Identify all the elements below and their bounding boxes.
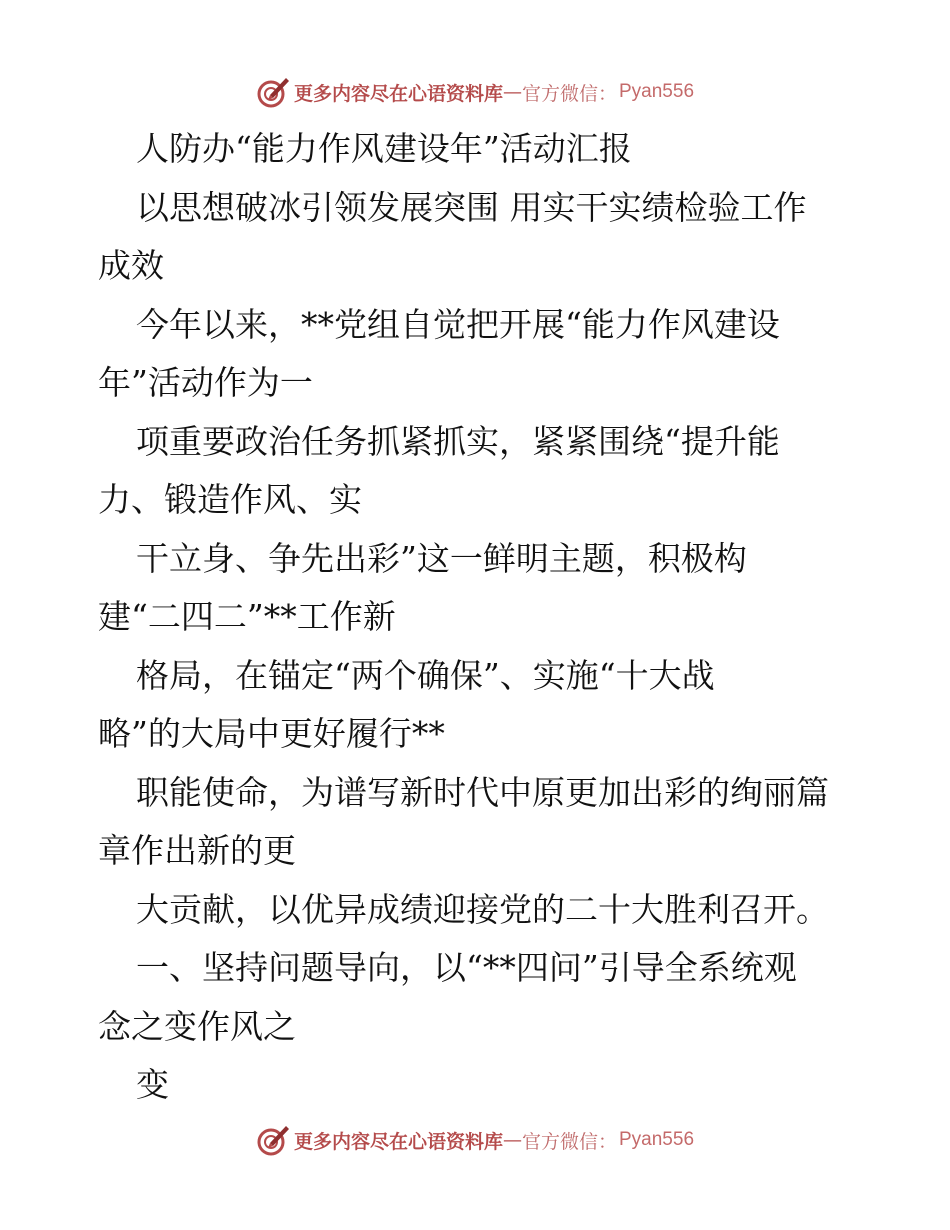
paragraph-line: 年”活动作为一 [98, 363, 313, 402]
paragraph-line: 力、锻造作风、实 [98, 480, 362, 519]
document-body [98, 120, 898, 1115]
footer-banner [0, 1120, 950, 1160]
paragraph-line: 今年以来，**党组自觉把开展“能力作风建设 [136, 304, 780, 344]
paragraph-line: 章作出新的更 [98, 831, 296, 870]
paragraph-line: 项重要政治任务抓紧抓实，紧紧围绕“提升能 [136, 421, 780, 461]
banner-wechat-label: 官方微信： [521, 82, 617, 105]
banner-slogan: 更多内容尽在心语资料库 [293, 1130, 503, 1153]
banner-wechat-id: Pyan556 [619, 1129, 695, 1150]
document-subtitle: 以思想破冰引领发展突围 用实干实绩检验工作 [136, 187, 807, 227]
header-banner [0, 72, 950, 112]
banner-dash: — [502, 1129, 522, 1151]
pen-nib-logo-icon [256, 75, 290, 109]
banner-wechat-label: 官方微信： [521, 1130, 617, 1153]
banner-dash: — [502, 81, 522, 103]
paragraph-line: 大贡献，以优异成绩迎接党的二十大胜利召开。 [136, 889, 829, 929]
paragraph-line: 略”的大局中更好履行** [98, 714, 445, 753]
section-heading-cont: 变 [136, 1065, 169, 1104]
paragraph-line: 职能使命，为谱写新时代中原更加出彩的绚丽篇 [136, 772, 829, 812]
pen-nib-logo-icon [256, 1123, 290, 1157]
paragraph-line: 建“二四二”**工作新 [98, 597, 396, 636]
paragraph-line: 格局，在锚定“两个确保”、实施“十大战 [136, 655, 715, 695]
section-heading-cont: 念之变作风之 [98, 1006, 296, 1046]
banner-wechat-id: Pyan556 [619, 81, 695, 102]
banner-slogan: 更多内容尽在心语资料库 [293, 82, 503, 105]
document-title: 人防办“能力作风建设年”活动汇报 [136, 129, 632, 168]
section-heading: 一、坚持问题导向，以“**四问”引导全系统观 [136, 948, 797, 987]
document-subtitle-cont: 成效 [98, 246, 164, 285]
paragraph-line: 干立身、争先出彩”这一鲜明主题，积极构 [136, 538, 747, 578]
